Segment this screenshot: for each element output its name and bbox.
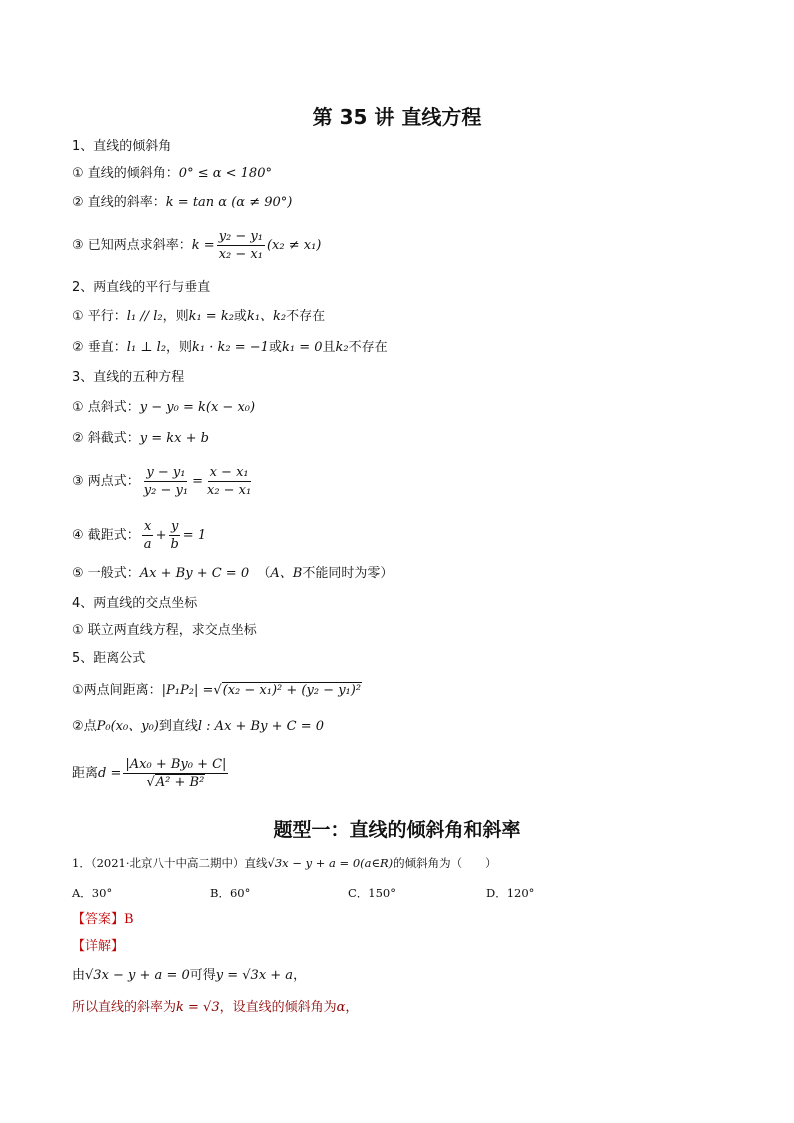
s5-d3-fraction bbox=[123, 757, 228, 790]
s4-line-1: ① 联立两直线方程，求交点坐标 bbox=[72, 623, 257, 638]
s1-l1-label: ① 直线的倾斜角： bbox=[72, 166, 179, 181]
s3-f4-rest: = 1 bbox=[182, 528, 207, 543]
s5-d3-den-radicand: A² + B² bbox=[155, 775, 205, 790]
s2-p2-then: ，则 bbox=[166, 340, 193, 355]
solution-line-2 bbox=[72, 999, 358, 1017]
answer-line bbox=[72, 911, 134, 929]
s3-f2-math: y = kx + b bbox=[139, 431, 209, 446]
s2-p2-k2: k₂ bbox=[335, 340, 349, 355]
s3-intercept bbox=[72, 516, 206, 556]
s2-p1-ks: k₁、k₂ bbox=[246, 309, 287, 324]
s3-f5-note-open: （ bbox=[257, 566, 271, 581]
s5-d2-line: l : Ax + By + C = 0 bbox=[197, 719, 324, 734]
s5-d3-den: √A² + B² bbox=[146, 775, 205, 790]
s2-p1-then: ，则 bbox=[162, 309, 189, 324]
q1-tail: 的倾斜角为（ ） bbox=[393, 856, 497, 870]
s2-parallel bbox=[72, 308, 325, 326]
section-3-heading: 3、直线的五种方程 bbox=[72, 370, 185, 385]
s3-f4-den2: b bbox=[170, 537, 179, 552]
s2-perpendicular bbox=[72, 339, 388, 357]
answer-value: B bbox=[124, 912, 134, 927]
s2-p1-label: ① 平行： bbox=[72, 309, 127, 324]
s3-f3-label: ③ 两点式： bbox=[72, 474, 140, 489]
s5-d1-radicand: (x₂ − x₁)² + (y₂ − y₁)² bbox=[222, 683, 362, 698]
option-d: D．120° bbox=[486, 886, 535, 900]
s1-l3-cond: (x₂ ≠ x₁) bbox=[266, 238, 322, 253]
s3-f3-num1: y − y₁ bbox=[146, 465, 186, 480]
s3-f1-math: y − y₀ = k(x − x₀) bbox=[139, 400, 256, 415]
sol1-b: 可得 bbox=[189, 968, 216, 983]
s5-d1-lhs: |P₁P₂| = bbox=[161, 683, 214, 698]
q1-source: （2021·北京八十中高二期中）直线 bbox=[90, 856, 268, 870]
sol2-math: k = √3 bbox=[176, 1000, 220, 1015]
s3-f4-num2: y bbox=[170, 519, 179, 534]
s1-l3-label: ③ 已知两点求斜率： bbox=[72, 238, 192, 253]
s3-f2-label: ② 斜截式： bbox=[72, 431, 140, 446]
answer-tag: 【答案】 bbox=[72, 912, 125, 927]
s3-two-point bbox=[72, 462, 255, 502]
s5-d1-label: ①两点间距离： bbox=[72, 683, 162, 698]
s1-l3-num: y₂ − y₁ bbox=[218, 229, 263, 244]
s3-f5-note-ab: A、B bbox=[270, 566, 303, 581]
sol2-b: ，设直线的倾斜角为 bbox=[219, 1000, 337, 1015]
s2-p2-label: ② 垂直： bbox=[72, 340, 127, 355]
s5-d2-label: ②点 bbox=[72, 719, 97, 734]
s1-l2-label: ② 直线的斜率： bbox=[72, 195, 166, 210]
s3-f3-frac-2 bbox=[205, 465, 253, 498]
s3-slope-intercept bbox=[72, 430, 209, 448]
section-4-heading: 4、两直线的交点坐标 bbox=[72, 596, 198, 611]
s3-point-slope bbox=[72, 399, 255, 417]
question-1 bbox=[72, 854, 497, 872]
s2-p1-end: 不存在 bbox=[286, 309, 326, 324]
s3-f4-plus: + bbox=[155, 528, 167, 543]
s3-f3-den1: y₂ − y₁ bbox=[143, 483, 189, 498]
solution-line-1 bbox=[72, 967, 306, 985]
s1-l3-fraction bbox=[217, 229, 265, 262]
s2-p2-math: l₁ ⊥ l₂ bbox=[126, 340, 167, 355]
option-c: C．150° bbox=[348, 886, 396, 900]
section-5-heading: 5、距离公式 bbox=[72, 651, 146, 666]
s1-line-1 bbox=[72, 165, 272, 183]
s5-d2-mid: 到直线 bbox=[158, 719, 198, 734]
s1-l2-math: k = tan α (α ≠ 90°) bbox=[165, 195, 293, 210]
sol2-alpha: α bbox=[336, 1000, 346, 1015]
page-title: 第 35 讲 直线方程 bbox=[312, 105, 482, 129]
s3-f1-label: ① 点斜式： bbox=[72, 400, 140, 415]
sol2-a: 所以直线的斜率为 bbox=[72, 1000, 177, 1015]
s3-f4-frac-2 bbox=[168, 519, 180, 552]
s1-line-3 bbox=[72, 226, 321, 266]
s5-d2-point: P₀(x₀、y₀) bbox=[96, 719, 159, 734]
section-2-heading: 2、两直线的平行与垂直 bbox=[72, 280, 211, 295]
s3-f5-label: ⑤ 一般式： bbox=[72, 566, 140, 581]
option-b: B．60° bbox=[210, 886, 251, 900]
s2-p2-or: 或 bbox=[268, 340, 282, 355]
s5-point-line bbox=[72, 718, 324, 736]
s3-f4-frac-1 bbox=[142, 519, 154, 552]
s2-p1-math: l₁ // l₂ bbox=[126, 309, 163, 324]
s2-p2-eq1: k₁ · k₂ = −1 bbox=[192, 340, 269, 355]
s3-f5-math: Ax + By + C = 0 bbox=[139, 566, 250, 581]
s5-two-point-distance: ①两点间距离：|P₁P₂| =√(x₂ − x₁)² + (y₂ − y₁)² bbox=[72, 683, 362, 698]
s1-line-2 bbox=[72, 194, 292, 212]
s3-f3-den2: x₂ − x₁ bbox=[206, 483, 252, 498]
s1-l3-k: k = bbox=[191, 238, 215, 253]
s2-p2-eq2: k₁ = 0 bbox=[281, 340, 323, 355]
s2-p2-end: 不存在 bbox=[348, 340, 388, 355]
q1-number: 1． bbox=[72, 856, 91, 870]
s3-general bbox=[72, 565, 393, 583]
s3-f3-eq: = bbox=[192, 474, 203, 489]
s1-l1-math: 0° ≤ α < 180° bbox=[178, 166, 272, 181]
section-1-heading: 1、直线的倾斜角 bbox=[72, 139, 172, 154]
s3-f4-num1: x bbox=[144, 519, 152, 534]
type-1-heading: 题型一：直线的倾斜角和斜率 bbox=[273, 819, 521, 841]
s3-f4-den1: a bbox=[143, 537, 152, 552]
sol2-c: ， bbox=[345, 1000, 359, 1015]
s3-f4-label: ④ 截距式： bbox=[72, 528, 140, 543]
s2-p1-eq: k₁ = k₂ bbox=[188, 309, 234, 324]
s5-distance-formula bbox=[72, 752, 230, 796]
s2-p1-or: 或 bbox=[233, 309, 247, 324]
sol1-math-1: √3x − y + a = 0 bbox=[85, 968, 190, 983]
s2-p2-and: 且 bbox=[322, 340, 336, 355]
sol1-math-2: y = √3x + a bbox=[215, 968, 294, 983]
s5-d3-d: d = bbox=[98, 766, 122, 781]
s3-f5-note-text: 不能同时为零） bbox=[302, 566, 394, 581]
detail-tag: 【详解】 bbox=[72, 939, 125, 954]
s3-f3-frac-1 bbox=[142, 465, 190, 498]
q1-math: √3x − y + a = 0 bbox=[267, 856, 361, 870]
option-a: A．30° bbox=[72, 886, 113, 900]
s5-d3-num: |Ax₀ + By₀ + C| bbox=[125, 757, 227, 772]
s3-f3-num2: x − x₁ bbox=[209, 465, 249, 480]
sol1-a: 由 bbox=[72, 968, 86, 983]
s5-d3-label: 距离 bbox=[72, 766, 99, 781]
q1-condition: (a∈R) bbox=[360, 856, 394, 870]
sol1-c: ， bbox=[293, 968, 307, 983]
s1-l3-den: x₂ − x₁ bbox=[218, 247, 263, 262]
